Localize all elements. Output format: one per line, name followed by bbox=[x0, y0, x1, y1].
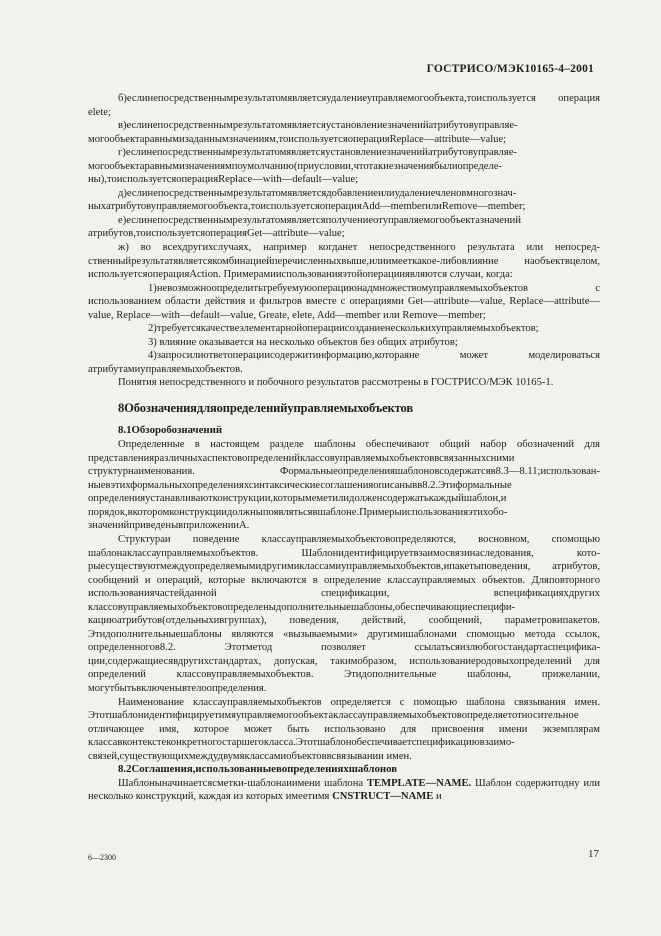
section-8-2-text-end: и bbox=[433, 791, 442, 803]
section-8-1-paragraph-1: Определенные в настоящем разделе шаблоны обеспечивают общий набор обозначений для представленияразличныхаспектовопределенийклассовуправляемыхобъектоввсвязанныхсними структурнаименования. Формальныеопределенияшаблоновсодержатсяв8.3—8.11;использованныевэтихформальныхопределенияхсинтаксическиесоглашенияописанывв8.2.Этиформальные определенияустанавливаютконструкции,которымеметилидолженсодержатькаждыйшаблон,и порядок,вкоторомконструкциидолжныпоявлятьсявшаблоне.ПримерыиспользованияэтихобозначенийприведенывприложенииA. bbox=[88, 439, 600, 532]
section-8-1-paragraph-3: Наименование классауправляемыхобъектов определяется с помощью шаблона связывания имен. Этотшаблонидентифицируетимяуправляемогообъектаклассауправляемыхобъектовопределяетотносительное отличающее имя, которое может быть использовано для присвоения имени экземплярам классавконтекстеконкретногостаршегокласса.Этотшаблонобеспечиваетспецификациювзаимосвязей,существующихмеждудвумяклассамиобъектоввсвязывании имен. bbox=[88, 696, 600, 762]
document-header: ГОСТРИСО/МЭК10165-4–2001 bbox=[426, 63, 594, 75]
list-item-g: г)еслинепосредственнымрезультатомявляетсяустановлениезначенийатрибутовуправляемогообъектаравнымизначениямпоумолчанию(приусловии,чтотакиезначениябылиопределены),тоиспользуетсяоперацияReplace—with—default—value; bbox=[88, 147, 517, 186]
sub-item-2: 2)требуетсякачествеэлементарнойоперациисозданиенесколькихуправляемыхобъектов; bbox=[148, 323, 539, 335]
page-number: 17 bbox=[588, 848, 599, 860]
section-8-2-text-mid: Шаблон содержитодну или несколько конструкций, каждая из которых имеетимя bbox=[88, 777, 600, 803]
list-item-zh: ж) во всехдругихслучаях, например когданет непосредственного результата или непосредственныйрезультатявляетсякомбинациейперечисленныхвыше,илиимееткакое-либовлияние наобъектвцелом, используетсяоперацияAction. Примерамииспользованияэтойоперацииявляются случаи, когда: bbox=[88, 242, 600, 281]
list-item-d: д)еслинепосредственнымрезультатомявляетсядобавлениеилиудалениечленовмногозначныхатрибутовуправляемогообъекта,тоиспользуетсяоперацияAdd—memberилиRemove—member; bbox=[88, 187, 526, 213]
sub-item-4: 4)запросилиответоперациисодержитинформацию,котораяне может моделироваться атрибутамиуправляемыхобъектов. bbox=[88, 350, 600, 375]
section-8-1-title: 8.1Обзоробозначений bbox=[118, 423, 223, 436]
footer-print-code: 6—2300 bbox=[88, 853, 116, 862]
sub-item-1: 1)невозможноопределитьтребуемуюоперациюнадмножествомуправляемыхобъектов с использованием области действия и фильтров вместе с операциями Get—attribute—value, Replace—attribute—value, Replace—with—default—value, Greate, elete, Add—member или Remove—member; bbox=[88, 282, 600, 321]
section-8-2-text-start: Шаблоныначинаетсяcметки-шаблонаиимени шаблона bbox=[118, 777, 367, 789]
closing-paragraph: Понятия непосредственного и побочного результатов рассмотрены в ГОСТРИСО/МЭК 10165-1. bbox=[118, 377, 554, 389]
template-name-keyword: TEMPLATE—NAME. bbox=[366, 777, 472, 789]
section-8-1-paragraph-2: Структураи поведение классауправляемыхобъектовопределяются, восновном, спомощью шаблонаклассауправляемыхобъектов. Шаблонидентифицируетвзаимосвязинаследования, которыесуществуютмеждуопределяемымидругимиклассамиуправляемыхобъектов,ипакетыповедения, атрибутов, сообщений и операций, которые включаются в определение классауправляемых объектов. Дляповторного использованиячастейданной спецификации, вспецификацияхдругих классовуправляемыхобъектовопределеныдополнительныешаблоны,обеспечивающиеспецификациюатрибутов(отдельныхивгруппах), поведения, действий, сообщений, параметровипакетов. Этидополнительныешаблоны являются «вызываемыми» другимишаблонами спомощью метода ссылок, определенногов8.2. Этотметод позволяет ссылатьсяизлюбогостандартаспецификации,содержащиесявдругихстандартах, допуская, такимобразом, использованиеродовыхопределений для определений классовуправляемыхобъектов. Этидополнительные шаблоны, прижелании, могутбытьвключенывтелоопределения. bbox=[88, 533, 600, 694]
list-item-e: е)еслинепосредственнымрезультатомявляетсяполучениеотуправляемогообъектазначений атрибутов,тоиспользуетсяоперацияGet—attribute—value; bbox=[88, 214, 522, 240]
page-content bbox=[88, 92, 600, 804]
construct-name-keyword: CNSTRUCT—NAME bbox=[332, 791, 434, 803]
section-8-2-title: 8.2Соглашения,использованныевопределенияхшаблонов bbox=[118, 763, 398, 776]
list-item-v: в)еслинепосредственнымрезультатомявляетсяустановлениезначенийатрибутовуправляемогообъектаравнымизаданнымзначениям,тоиспользуетсяоперацияReplace—attribute—value; bbox=[88, 120, 518, 145]
section-8-title: 8Обозначениядляопределенийуправляемыхобъектов bbox=[118, 401, 413, 416]
list-item-b: б)еслинепосредственнымрезультатомявляетсяудалениеуправляемогообъекта,тоиспользуется операция elete; bbox=[88, 93, 600, 118]
sub-item-3: 3) влияние оказывается на несколько объектов без общих атрибутов; bbox=[148, 336, 458, 348]
section-8-2-paragraph bbox=[88, 777, 600, 804]
